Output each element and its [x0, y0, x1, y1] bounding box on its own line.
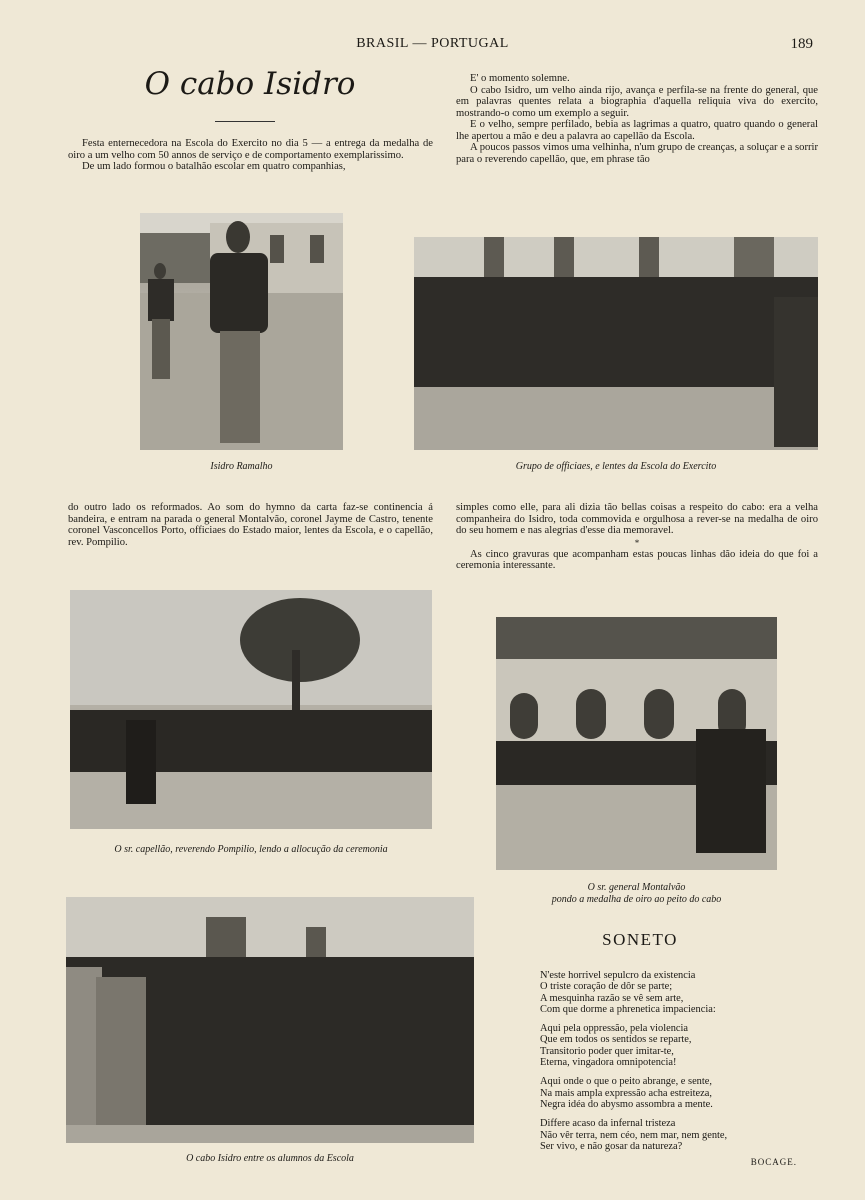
text-col1-intro	[68, 138, 433, 173]
section-separator: *	[634, 537, 640, 548]
sonnet-line: Na mais ampla expressão acha estreiteza,	[540, 1087, 712, 1099]
sonnet-line: Que em todos os sentidos se reparte,	[540, 1034, 692, 1046]
paragraph: E o velho, sempre perfilado, bebia as lagrimas a quatro, quatro quando o general lhe apertou a mão e deu a palavra ao capellão da Escola.	[456, 119, 818, 142]
sonnet-line: Aqui onde o que o peito abrange, e sente,	[540, 1076, 712, 1088]
text-col2-intro	[456, 73, 818, 165]
photo-isidro-ramalho	[140, 213, 343, 450]
article-title: O cabo Isidro	[144, 66, 356, 102]
sonnet-stanza	[540, 1076, 800, 1110]
paragraph: De um lado formou o batalhão escolar em quatro companhias,	[82, 161, 346, 172]
paragraph: A poucos passos vimos uma velhinha, n'um grupo de creanças, a soluçar e a sorrir para o reverendo capellão, que, em phrase tão	[456, 142, 818, 165]
sonnet-stanza	[540, 1118, 800, 1152]
paragraph: As cinco gravuras que acompanham estas poucas linhas dão ideia do que foi a ceremonia interessante.	[456, 548, 818, 571]
paragraph: E' o momento solemne.	[470, 73, 570, 84]
sonnet-line: Transitorio poder quer imitar-te,	[540, 1045, 674, 1057]
sonnet-line: Com que dorme a phrenetica impaciencia:	[540, 1003, 716, 1015]
sonnet-line: Aqui pela oppressão, pela violencia	[540, 1023, 689, 1035]
sonnet-line: Differe acaso da infernal tristeza	[540, 1118, 676, 1130]
text-col2-mid	[456, 502, 818, 572]
caption-general	[496, 882, 777, 906]
text-col1-mid	[68, 502, 433, 548]
page-number: 189	[790, 36, 813, 52]
sonnet-stanza	[540, 970, 800, 1015]
caption-line: pondo a medalha de oiro ao peito do cabo	[551, 894, 722, 905]
sonnet-line: N'este horrivel sepulcro da existencia	[540, 970, 696, 981]
sonnet-body	[540, 970, 800, 1160]
sonnet-line: Eterna, vingadora omnipotencia!	[540, 1057, 677, 1069]
sonnet-title: SONETO	[602, 930, 678, 949]
sonnet-line: Ser vivo, e não gosar da natureza?	[540, 1140, 683, 1152]
sonnet-line: Não vêr terra, nem céo, nem mar, nem gente,	[540, 1129, 728, 1141]
photo-students-group	[66, 897, 474, 1143]
photo-general-medal	[496, 617, 777, 870]
paragraph: simples como elle, para ali dizia tão bellas coisas a respeito do cabo: era a velha companheira do Isidro, toda commovida e orgulhosa a rever-se na medalha de oiro do seu homem e nas alegrias d'esse dia memoravel.	[456, 502, 818, 536]
caption-students: O cabo Isidro entre os alumnos da Escola	[186, 1153, 354, 1164]
paragraph: Festa enternecedora na Escola do Exercito no dia 5 — a entrega da medalha de oiro a um velho com 50 annos de serviço e de comportamento exemplarissimo.	[68, 138, 433, 161]
caption-line: O sr. general Montalvão	[587, 882, 686, 893]
caption-officers: Grupo de officiaes, e lentes da Escola do Exercito	[515, 461, 717, 472]
photo-chaplain-reading	[70, 590, 432, 829]
caption-isidro: Isidro Ramalho	[210, 461, 273, 472]
title-rule	[215, 121, 275, 122]
sonnet-line: Negra idéa do abysmo assombra a mente.	[540, 1098, 713, 1110]
photo-officers-group	[414, 237, 818, 450]
sonnet-author: BOCAGE.	[750, 1157, 797, 1167]
running-header: BRASIL — PORTUGAL	[356, 36, 509, 51]
sonnet-line: O triste coração de dôr se parte;	[540, 981, 673, 993]
paragraph: do outro lado os reformados. Ao som do hymno da carta faz-se continencia á bandeira, e entram na parada o general Montalvão, coronel Jayme de Castro, tenente coronel Vasconcellos Porto, officiaes do Estado maior, lentes da Escola, e o capellão, rev. Pompilio.	[68, 502, 433, 548]
paragraph: O cabo Isidro, um velho ainda rijo, avança e perfila-se na frente do general, que em palavras quentes relata a biographia d'aquella reliquia viva do exercito, mostrando-o como um exemplo a seguir.	[456, 84, 818, 119]
caption-chaplain: O sr. capellão, reverendo Pompilio, lendo a allocução da ceremonia	[114, 844, 388, 855]
sonnet-line: A mesquinha razão se vê sem arte,	[540, 992, 684, 1004]
sonnet-stanza	[540, 1023, 800, 1068]
